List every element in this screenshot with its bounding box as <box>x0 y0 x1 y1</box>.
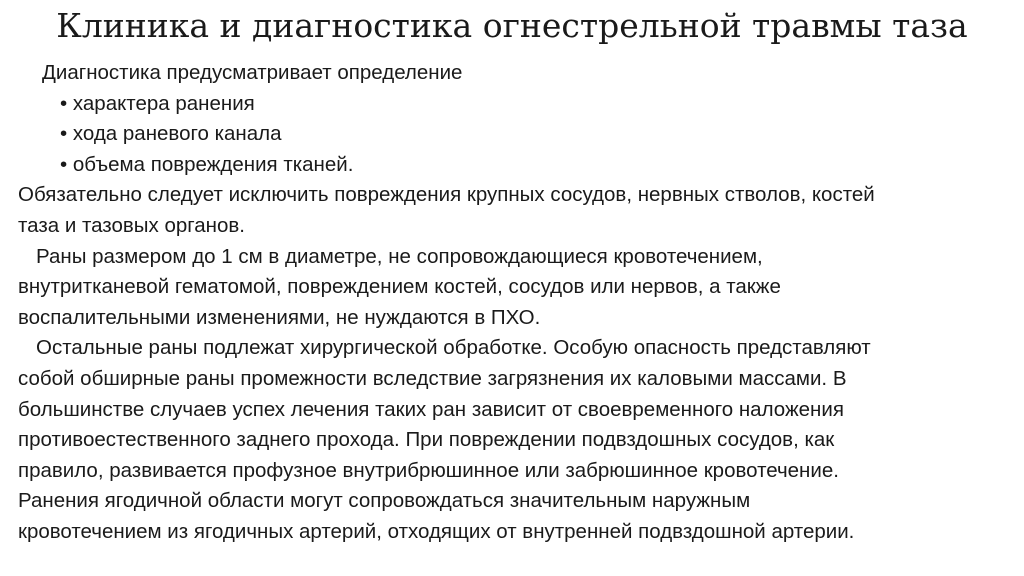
slide-title: Клиника и диагностика огнестрельной травмы таза <box>56 6 968 45</box>
text-line: внутритканевой гематомой, повреждением костей, сосудов или нервов, а также <box>18 275 781 299</box>
paragraph-start-line: Раны размером до 1 см в диаметре, не сопровождающиеся кровотечением, <box>36 244 763 268</box>
text-line: таза и тазовых органов. <box>18 213 245 237</box>
text-line: большинстве случаев успех лечения таких ран зависит от своевременного наложения <box>18 397 844 421</box>
text-line: собой обширные раны промежности вследствие загрязнения их каловыми массами. В <box>18 366 847 390</box>
text-line: кровотечением из ягодичных артерий, отходящих от внутренней подвздошной артерии. <box>18 519 855 543</box>
paragraph-start-line: Остальные раны подлежат хирургической обработке. Особую опасность представляют <box>36 336 871 360</box>
text-line: воспалительными изменениями, не нуждаются в ПХО. <box>18 305 541 329</box>
intro-line: Диагностика предусматривает определение <box>42 61 463 84</box>
bullet-item: • объема повреждения тканей. <box>60 152 354 176</box>
text-line: Ранения ягодичной области могут сопровождаться значительным наружным <box>18 489 751 513</box>
slide-body <box>18 58 1008 548</box>
text-line: правило, развивается профузное внутрибрюшинное или забрюшинное кровотечение. <box>18 458 839 482</box>
bullet-item: • характера ранения <box>60 91 255 115</box>
bullet-item: • хода раневого канала <box>60 122 282 146</box>
text-line: Обязательно следует исключить повреждения крупных сосудов, нервных стволов, костей <box>18 183 875 207</box>
text-line: противоестественного заднего прохода. При повреждении подвздошных сосудов, как <box>18 428 835 452</box>
